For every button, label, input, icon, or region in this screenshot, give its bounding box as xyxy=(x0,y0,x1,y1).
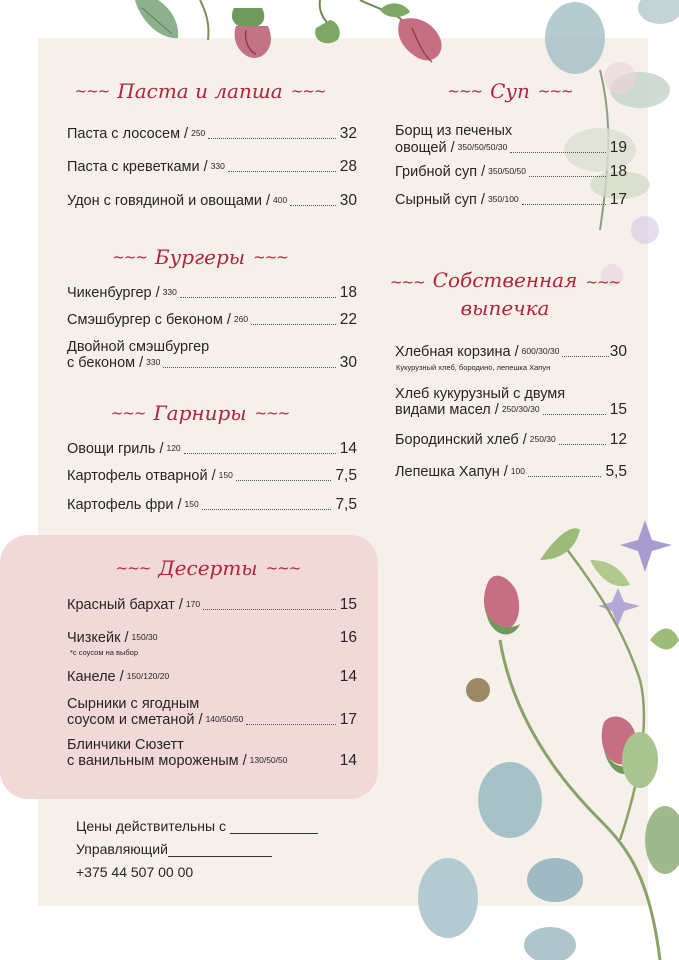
menu-item: Сырный суп / 350/100 17 xyxy=(395,191,627,208)
menu-item: Картофель фри / 150 7,5 xyxy=(67,496,357,513)
menu-item-note: *с соусом на выбор xyxy=(70,648,138,657)
section-title-soup: ~~~ Суп ~~~ xyxy=(447,79,573,103)
menu-item: Паста с креветками / 330 28 xyxy=(67,158,357,175)
menu-item: с беконом / 330 30 xyxy=(67,354,357,371)
bud-flower-icon xyxy=(232,8,271,58)
section-title-bakery: ~~~ Собственная ~~~ выпечка xyxy=(389,268,621,320)
menu-item: Хлебная корзина / 600/30/30 30 xyxy=(395,343,627,360)
menu-item: овощей / 350/50/50/30 19 xyxy=(395,139,627,156)
menu-item: Удон с говядиной и овощами / 400 30 xyxy=(67,192,357,209)
menu-item: Картофель отварной / 150 7,5 xyxy=(67,467,357,484)
section-title-pasta: ~~~ Паста и лапша ~~~ xyxy=(74,79,326,103)
menu-item: Паста с лососем / 250 32 xyxy=(67,125,357,142)
menu-item: Чизкейк / 150/30 16 xyxy=(67,629,357,646)
menu-item: Овощи гриль / 120 14 xyxy=(67,440,357,457)
menu-item: соусом и сметаной / 140/50/50 17 xyxy=(67,711,357,728)
menu-item-label-line: Хлеб кукурузный с двумя xyxy=(395,386,566,402)
section-title-desserts: ~~~ Десерты ~~~ xyxy=(115,556,301,580)
eucalyptus-leaf-icon xyxy=(418,732,679,960)
manager-signature: Управляющий xyxy=(76,841,272,857)
section-title-sides: ~~~ Гарниры ~~~ xyxy=(110,401,290,425)
top-leaf-icon xyxy=(135,0,208,40)
menu-item-note: Кукурузный хлеб, бородино, лепешка Хапун xyxy=(396,363,551,372)
menu-item: с ванильным мороженым / 130/50/50 14 xyxy=(67,752,357,769)
menu-item-label-line: Блинчики Сюзетт xyxy=(67,737,184,753)
menu-item: Грибной суп / 350/50/50 18 xyxy=(395,163,627,180)
menu-item: Чикенбургер / 330 18 xyxy=(67,284,357,301)
menu-item: Смэшбургер с беконом / 260 22 xyxy=(67,311,357,328)
menu-item: Бородинский хлеб / 250/30 12 xyxy=(395,431,627,448)
section-title-burgers: ~~~ Бургеры ~~~ xyxy=(112,245,288,269)
menu-item-label-line: Борщ из печеных xyxy=(395,123,513,139)
prices-valid-from: Цены действительны с xyxy=(76,818,318,834)
menu-item: Красный бархат / 170 15 xyxy=(67,596,357,613)
phone-number: +375 44 507 00 00 xyxy=(76,864,194,880)
menu-item: Канеле / 150/120/20 14 xyxy=(67,668,357,685)
bud-flower-icon xyxy=(315,0,441,62)
menu-item: Лепешка Хапун / 100 5,5 xyxy=(395,463,627,480)
menu-item-label-line: Двойной смэшбургер xyxy=(67,339,210,355)
menu-item-label-line: Сырники с ягодным xyxy=(67,696,200,712)
menu-item: видами масел / 250/30/30 15 xyxy=(395,401,627,418)
